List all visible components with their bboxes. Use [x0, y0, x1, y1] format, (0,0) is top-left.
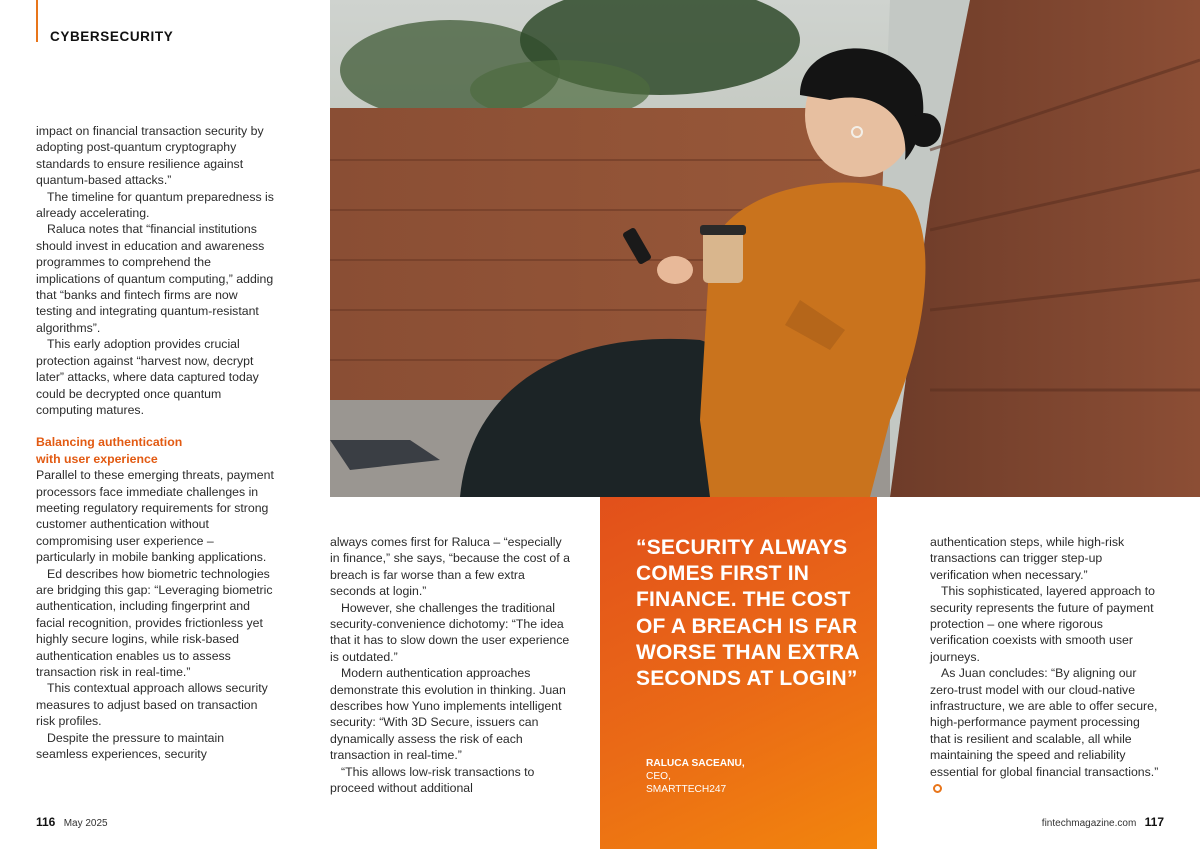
paragraph: authentication steps, while high-risk transactions can trigger step-up verification when necessary.” [930, 535, 1125, 582]
pull-quote-text: “SECURITY ALWAYS COMES FIRST IN FINANCE. THE COST OF A BREACH IS FAR WORSE THAN EXTRA SECONDS AT LOGIN” [636, 536, 859, 691]
paragraph: However, she challenges the traditional security-convenience dichotomy: “The idea that it has to slow down the user experience is outdated.” [330, 600, 570, 664]
right-folio [1042, 815, 1164, 829]
paragraph: This early adoption provides crucial protection against “harvest now, decrypt later” attacks, where data captured today could be decrypted once quantum computing matures. [36, 337, 259, 417]
pull-quote-box [600, 497, 877, 849]
left-folio [36, 815, 108, 829]
section-rule [36, 0, 38, 42]
subheading: Balancing authentication with user experience [36, 435, 183, 466]
paragraph: Modern authentication approaches demonstrate this evolution in thinking. Juan describes how Yuno implements intelligent security: “With 3D Secure, issuers can dynamically assess the risk of each transaction in real-time.” [330, 666, 566, 763]
paragraph: impact on financial transaction security by adopting post-quantum cryptography standards to ensure resilience against quantum-based attacks.” [36, 124, 264, 188]
right-column [930, 534, 1160, 797]
paragraph: As Juan concludes: “By aligning our zero-trust model with our cloud-native infrastructure, we are able to offer secure, high-performance payment processing that is resilient and scalable, all while maintaining the speed and reliability essential for global financial transactions.” [930, 665, 1160, 796]
quote-author-name: RALUCA SACEANU, [646, 758, 745, 769]
page-number-left: 116 [36, 815, 56, 829]
issue-date: May 2025 [63, 818, 108, 829]
paragraph: Raluca notes that “financial institutions should invest in education and awareness programmes to comprehend the implications of quantum computing,” adding that “banks and fintech firms are now testing and integrating quantum-resistant algorithms”. [36, 222, 274, 335]
paragraph: Parallel to these emerging threats, payment processors face immediate challenges in meeting regulatory requirements for strong customer authentication without compromising user experience – particularly in mobile banking applications. [36, 468, 274, 565]
page-number-right: 117 [1144, 815, 1164, 829]
left-column [36, 123, 276, 762]
quote-author-company: SMARTTECH247 [646, 784, 727, 795]
paragraph: always comes first for Raluca – “especially in finance,” she says, “because the cost of a breach is far worse than a few extra seconds at login.” [330, 535, 570, 599]
photo-illustration-icon [330, 0, 1200, 497]
quote-author-role: CEO, [646, 771, 671, 782]
paragraph: Ed describes how biometric technologies are bridging this gap: “Leveraging biometric authentication, including fingerprint and facial recognition, provides frictionless yet highly secure logins, while risk-based authentication enables us to assess transaction risk in real-time.” [36, 566, 273, 679]
pull-quote-attribution [646, 757, 745, 796]
end-mark-icon [933, 784, 942, 793]
paragraph: This contextual approach allows security measures to adjust based on transaction risk profiles. [36, 681, 268, 729]
hero-photo [330, 0, 1200, 497]
paragraph: This sophisticated, layered approach to security represents the future of payment protection – one where rigorous verification coexists with smooth user journeys. [930, 584, 1155, 664]
section-label: CYBERSECURITY [50, 29, 174, 44]
site-url: fintechmagazine.com [1041, 818, 1137, 829]
center-column [330, 534, 570, 797]
paragraph: “This allows low-risk transactions to proceed without additional [330, 764, 535, 796]
paragraph: Despite the pressure to maintain seamless experiences, security [36, 730, 225, 762]
paragraph: The timeline for quantum preparedness is already accelerating. [36, 189, 274, 221]
